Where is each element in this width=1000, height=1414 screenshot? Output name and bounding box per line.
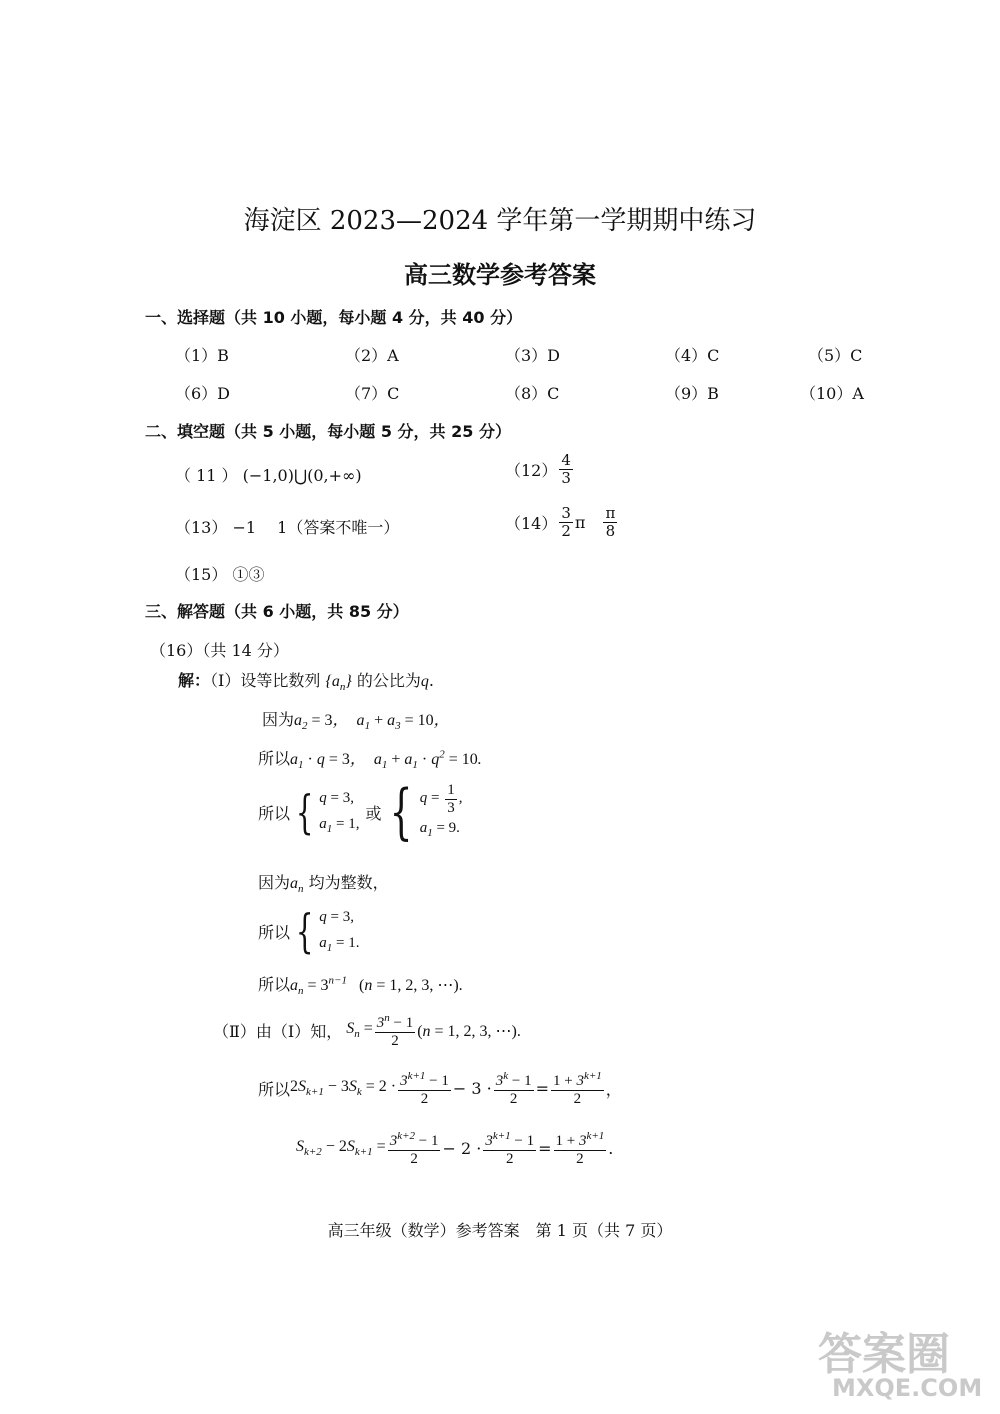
fraction-diff-1-a: $\frac{3^{k+1} - 1}{2}$ (400, 1070, 449, 1107)
so-text-3: 所以 (258, 922, 291, 942)
because-text: 因为 (262, 710, 295, 729)
q16-label: （16）（共 14 分） (150, 641, 289, 660)
fraction-diff-2-b: $\frac{3^{k+1} - 1}{2}$ (485, 1130, 535, 1167)
q14 (505, 505, 619, 539)
q14-fraction-a: $\frac{3}{2}$ (561, 504, 571, 540)
q14-pi: π (574, 512, 586, 532)
formula-given: $a_2 = 3$， $a_1 + a_3 = 10$， (294, 712, 450, 733)
answer-6: （6）D (175, 384, 231, 403)
q11-label: （ 11 ） (175, 466, 238, 485)
so-text-2: 所以 (258, 803, 291, 823)
so-text-1: 所以 (258, 749, 291, 768)
q15-answer: ①③ (232, 565, 265, 584)
line-given (262, 707, 450, 732)
left-brace-icon: { (389, 777, 413, 848)
q15-label: （15） (175, 565, 228, 584)
integer-text: 均为整数， (308, 873, 389, 892)
formula-general-term: $a_n = 3^{n-1}$ (n = 1, 2, 3, ⋯). (290, 974, 463, 998)
system-final: q = 3, $a_1 = 1$. (319, 909, 360, 954)
line-unique-solution (258, 905, 360, 957)
q15 (175, 562, 264, 585)
formula-equations: $a_1 \cdot q = 3$， $a_1 + a_1 \cdot q^2 = 10$. (290, 748, 482, 772)
formula-diff-2-lhs: $S_{k+2} - 2S_{k+1}$ = (296, 1138, 386, 1159)
q14-fraction-b: $\frac{\pi}{8}$ (605, 504, 616, 540)
part1-intro-end: 的公比为 (356, 671, 421, 690)
system-solution-a: q = 3, $a_1 = 1$, (319, 790, 360, 835)
q12 (505, 452, 575, 486)
fraction-diff-2-result: $\frac{1 + 3^{k+1}}{2}$ (555, 1130, 605, 1167)
left-brace-icon: { (295, 785, 314, 840)
formula-sn: $S_n$ = (342, 1020, 373, 1041)
answer-3: （3）D (505, 346, 561, 365)
page-footer: 高三年级（数学）参考答案 第 1 页（共 7 页） (327, 1221, 673, 1240)
page-title: 海淀区 2023—2024 学年第一学期期中练习 (243, 206, 757, 236)
q16-part1-intro: 解：（Ⅰ）设等比数列 $\{a_n\}$ 的公比为q. (178, 671, 434, 694)
answer-10: （10）A (800, 384, 864, 403)
line-equations (258, 746, 482, 771)
line-general-term (258, 972, 463, 997)
line-diff-1: 所以 $2S_{k+1} - 3S_k = 2$ · $\frac{3^{k+1} - 1}{2}$ − 3 · $\frac{3^k - 1}{2}$ = $\frac{1 + 3^{k+1}}{2}$ ， (258, 1070, 622, 1107)
formula-sn-domain: (n = 1, 2, 3, ⋯). (417, 1022, 521, 1040)
answer-4: （4）C (665, 346, 720, 365)
formula-an: $a_n$ (290, 875, 304, 896)
system-solution-b: q = $\frac{1}{3}$ , $a_1 = 9$. (419, 782, 463, 839)
or-text: 或 (365, 803, 382, 823)
watermark-url: MXQE.COM (832, 1374, 983, 1402)
watermark-logo: 答案圈 (818, 1329, 950, 1380)
fraction-diff-1-result: $\frac{1 + 3^{k+1}}{2}$ (553, 1070, 602, 1107)
answer-8: （8）C (505, 384, 560, 403)
q12-label: （12） (505, 460, 558, 480)
answer-2: （2）A (345, 346, 399, 365)
formula-sequence: $\{a_n\}$ (325, 673, 352, 694)
answer-7: （7）C (345, 384, 400, 403)
so-text-4: 所以 (258, 975, 291, 994)
q14-label: （14） (505, 513, 558, 533)
left-brace-icon: { (295, 904, 314, 959)
so-text-5: 所以 (258, 1080, 291, 1099)
q13 (175, 515, 399, 538)
fraction-diff-2-a: $\frac{3^{k+2} - 1}{2}$ (389, 1130, 439, 1167)
page-subtitle: 高三数学参考答案 (404, 261, 596, 289)
section1-heading: 一、选择题（共 10 小题，每小题 4 分，共 40 分） (145, 308, 523, 327)
answer-5: （5）C (808, 346, 863, 365)
part1-intro-text: （Ⅰ）设等比数列 (210, 671, 321, 690)
section2-heading: 二、填空题（共 5 小题，每小题 5 分，共 25 分） (145, 422, 511, 441)
q13-label: （13） (175, 518, 228, 537)
part2-prefix: （Ⅱ）由（Ⅰ）知， (213, 1022, 343, 1041)
because-text-2: 因为 (258, 873, 291, 892)
line-integer (258, 870, 389, 895)
q13-answer: −1 1（答案不唯一） (232, 518, 400, 537)
formula-q: q (420, 673, 429, 690)
section3-heading: 三、解答题（共 6 小题，共 85 分） (145, 602, 409, 621)
answer-9: （9）B (665, 384, 719, 403)
q12-fraction: $\frac{4}{3}$ (561, 451, 571, 487)
line-solutions (258, 777, 463, 848)
formula-diff-1-lhs: $2S_{k+1} - 3S_k = 2$ · (290, 1078, 397, 1099)
q11 (175, 463, 362, 486)
fraction-sn: $\frac{3^n - 1}{2}$ (376, 1012, 414, 1049)
solution-prefix: 解： (178, 671, 211, 690)
line-diff-2: $S_{k+2} - 2S_{k+1}$ = $\frac{3^{k+2} - 1}{2}$ − 2 · $\frac{3^{k+1} - 1}{2}$ = $\frac{1 + 3^{k+1}}{2}$ . (296, 1130, 614, 1167)
q11-answer: (−1,0)⋃(0,+∞) (242, 466, 362, 485)
line-part2 (213, 1012, 521, 1049)
answer-1: （1）B (175, 346, 229, 365)
fraction-diff-1-b: $\frac{3^k - 1}{2}$ (495, 1070, 532, 1107)
